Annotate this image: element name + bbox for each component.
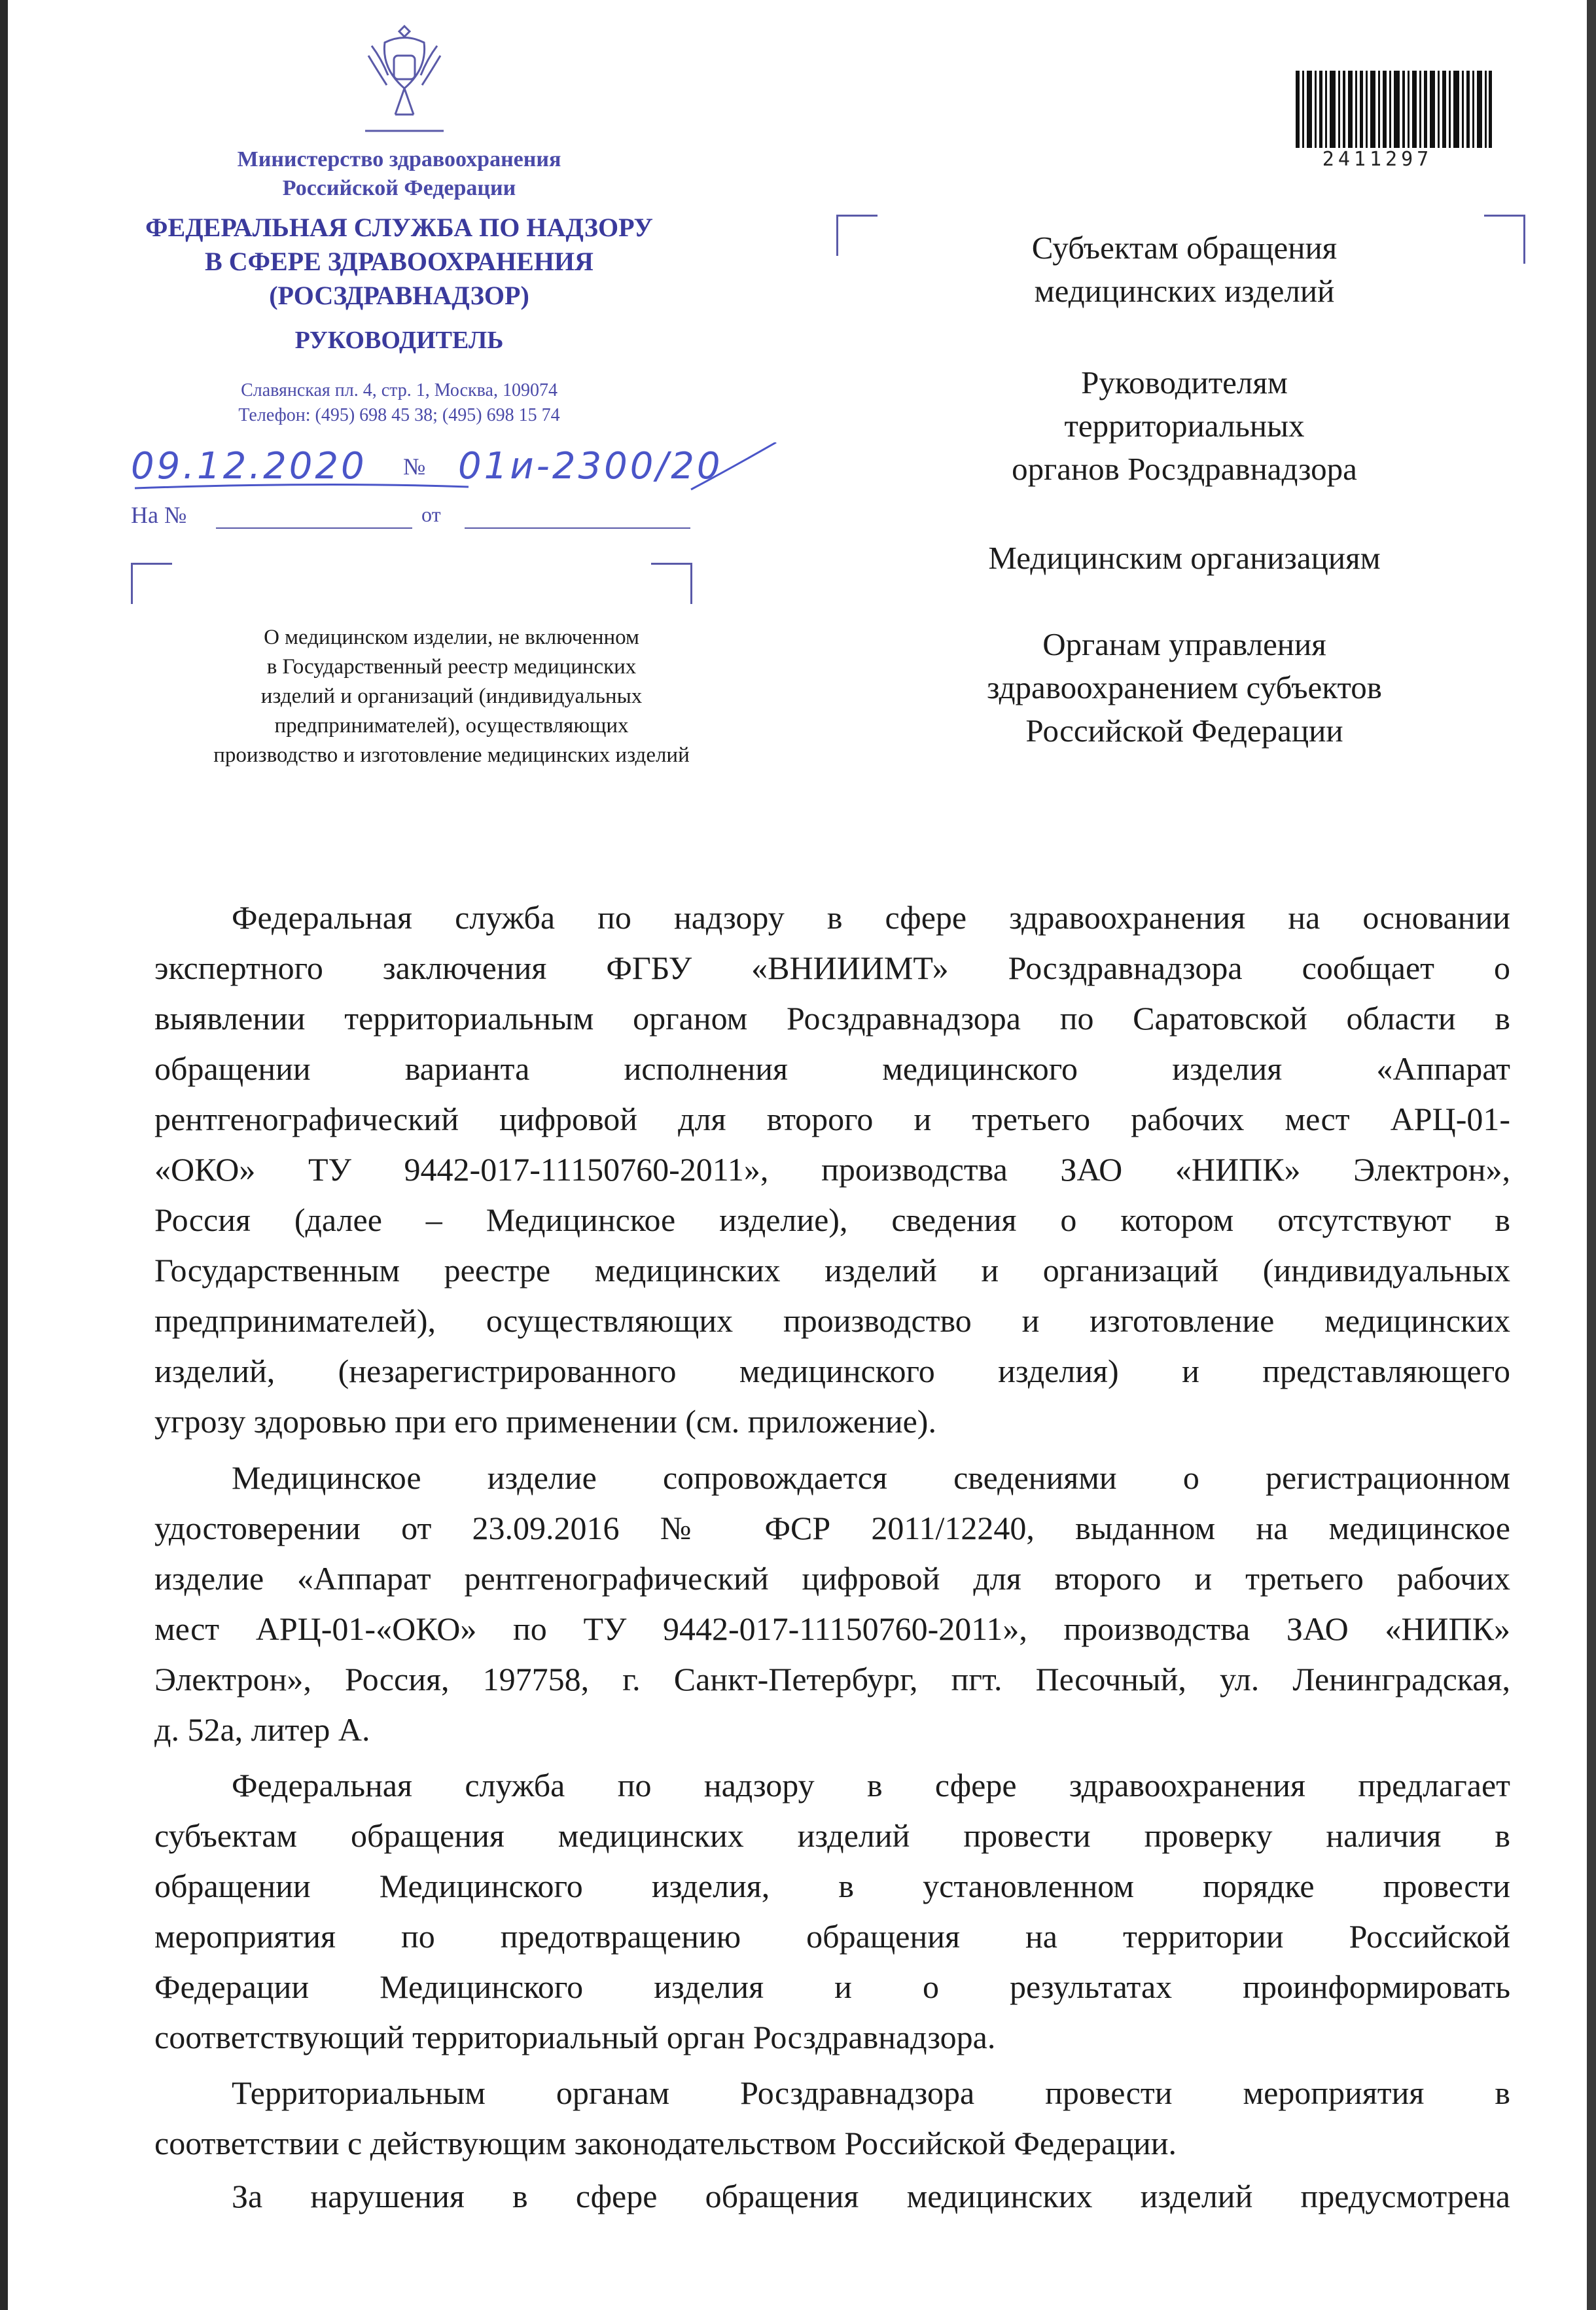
registration-date: 09.12.2020 bbox=[131, 445, 367, 488]
barcode-number: 2411297 bbox=[1322, 148, 1433, 171]
russian-coat-of-arms-icon bbox=[365, 20, 444, 134]
barcode bbox=[1296, 71, 1492, 148]
addressee-territorial-heads: Руководителям территориальных органов Росздравнадзора bbox=[1012, 364, 1357, 487]
reference-label: На № bbox=[131, 502, 187, 528]
registration-number: 01и-2300/20 bbox=[458, 445, 723, 488]
body-paragraph-4: Территориальным органам Росздравнадзора провести мероприятия в соответствии с действующим законодательством Российской Федерации. bbox=[154, 2074, 1510, 2161]
ministry-name: Министерство здравоохранения Российской Федерации bbox=[237, 147, 561, 200]
reference-date-line bbox=[465, 527, 690, 529]
addressee-bracket-right bbox=[1484, 215, 1525, 264]
body-paragraph-2: Медицинское изделие сопровождается сведениями о регистрационном удостоверении от 23.09.2016 № ФСР 2011/12240, выданном на медицинское изделие «Аппарат рентгенографический цифровой для второго и третьего рабочих мест АРЦ-01-«ОКО» по ТУ 9442-017-11150760-2011», производства ЗАО «НИПК» Электрон», Россия, 197758, г. Санкт-Петербург, пгт. Песочный, ул. Ленинградская, д. 52а, литер А. bbox=[154, 1459, 1510, 1748]
addressee-health-authorities: Органам управления здравоохранением субъектов Российской Федерации bbox=[987, 626, 1382, 749]
signatory-role: РУКОВОДИТЕЛЬ bbox=[294, 327, 504, 354]
bracket-top-right bbox=[651, 563, 692, 604]
addressee-medical-device-subjects: Субъектам обращения медицинских изделий bbox=[1031, 230, 1338, 309]
reference-from-label: от bbox=[421, 503, 441, 526]
document-subject: О медицинском изделии, не включенном в Государственный реестр медицинских изделий и организаций (индивидуальных предпринимателей), осуществляющих производство и изготовление медицинских изделий bbox=[213, 626, 690, 767]
addressee-bracket-left bbox=[836, 215, 878, 256]
agency-name: ФЕДЕРАЛЬНАЯ СЛУЖБА ПО НАДЗОРУ В СФЕРЕ ЗДРАВООХРАНЕНИЯ (РОСЗДРАВНАДЗОР) bbox=[145, 213, 653, 310]
scan-edge-right bbox=[1587, 0, 1596, 2310]
body-paragraph-5: За нарушения в сфере обращения медицинских изделий предусмотрена bbox=[232, 2178, 1510, 2214]
addressee-medical-organizations: Медицинским организациям bbox=[988, 540, 1381, 576]
reference-number-line bbox=[216, 527, 412, 529]
bracket-top-left bbox=[131, 563, 172, 604]
scan-edge-left bbox=[0, 0, 8, 2310]
registration-no-label: № bbox=[403, 453, 426, 480]
handwritten-underline bbox=[128, 442, 815, 495]
body-paragraph-3: Федеральная служба по надзору в сфере здравоохранения предлагает субъектам обращения медицинских изделий провести проверку наличия в обращении Медицинского изделия, в установленном порядке провести мероприятия по предотвращению обращения на территории Российской Федерации Медицинского изделия и о результатах проинформировать соответствующий территориальный орган Росздравнадзора. bbox=[154, 1767, 1510, 2055]
agency-address: Славянская пл. 4, стр. 1, Москва, 109074 Телефон: (495) 698 45 38; (495) 698 15 74 bbox=[238, 380, 560, 425]
body-paragraph-1: Федеральная служба по надзору в сфере здравоохранения на основании экспертного заключения ФГБУ «ВНИИИМТ» Росздравнадзора сообщает о выявлении территориальным органом Росздравнадзора по Саратовской области в обращении варианта исполнения медицинского изделия «Аппарат рентгенографический цифровой для второго и третьего рабочих мест АРЦ-01- «ОКО» ТУ 9442-017-11150760-2011», производства ЗАО «НИПК» Электрон», Россия (далее – Медицинское изделие), сведения о котором отсутствуют в Государственным реестре медицинских изделий и организаций (индивидуальных предпринимателей), осуществляющих производство и изготовление медицинских изделий, (незарегистрированного медицинского изделия) и представляющего угрозу здоровью при его применении (см. приложение). bbox=[154, 899, 1510, 1440]
